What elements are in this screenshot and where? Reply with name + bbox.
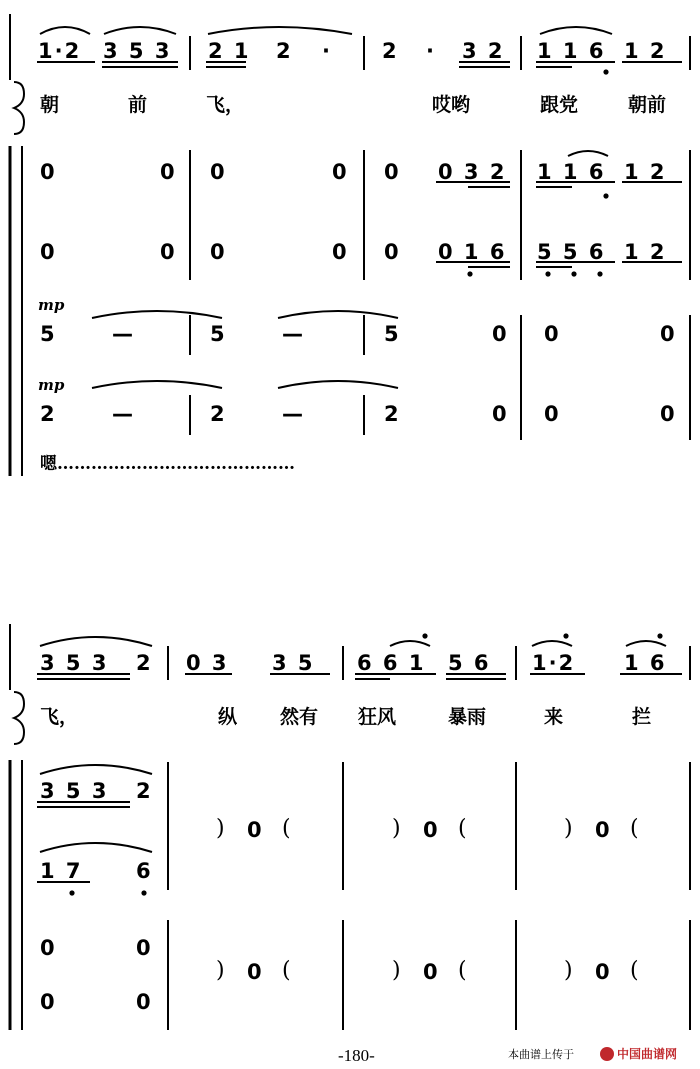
s1-h2-8: 0	[660, 402, 677, 426]
s2-lyric-1: 飞，	[40, 706, 79, 728]
s1-h2-1: 2	[40, 402, 57, 426]
s1-c1-2: 0	[160, 160, 177, 184]
s1-melody-1: 1·2	[38, 39, 82, 63]
s2-melody-2: 2	[136, 651, 153, 675]
s1-h1-2: —	[112, 322, 135, 346]
s2-c2-rest-close-2: (	[458, 958, 467, 983]
s2-c2-1: 0	[40, 936, 57, 960]
s2-c1-1: 3 5 3	[40, 779, 109, 803]
s1-c2-7: 5 5 6	[537, 240, 606, 264]
s2-lyric-6: 来	[544, 706, 564, 728]
s2-c1-rest-close-1: (	[282, 816, 291, 841]
s1-h2-6: 0	[492, 402, 509, 426]
s1-lyric-3: 飞，	[206, 94, 245, 116]
s2-c2-rest-open-3: )	[564, 958, 573, 983]
s1-melody-3: 2 1	[208, 39, 251, 63]
s1-h1-7: 0	[544, 322, 561, 346]
s2-c1b-2: 6	[136, 859, 153, 883]
s2-lyric-2: 纵	[218, 706, 238, 728]
s1-h1-4: —	[282, 322, 305, 346]
s2-c1-rest-close-3: (	[630, 816, 639, 841]
s2-melody-8: 1 6	[624, 651, 667, 675]
s1-melody-4: 2	[276, 39, 293, 63]
s1-melody-7: ·	[426, 39, 436, 63]
s2-lyric-3: 然有	[280, 706, 319, 728]
s2-c2-rest-open-2: )	[392, 958, 401, 983]
s1-lyric-5: 跟党	[540, 94, 579, 116]
s1-c1-8: 1 2	[624, 160, 667, 184]
s2-melody-4: 3 5	[272, 651, 315, 675]
s1-melody-2: 3 5 3	[103, 39, 172, 63]
s2-c2-rest-open-1: )	[216, 958, 225, 983]
s2-c2b-1: 0	[40, 990, 57, 1014]
s2-c1-rest-close-2: (	[458, 816, 467, 841]
s1-c1-5: 0	[384, 160, 401, 184]
site-logo-icon	[600, 1047, 614, 1061]
s2-c2-rest-3: 0	[595, 960, 612, 984]
s2-melody-6: 5 6	[448, 651, 491, 675]
s2-c1b-1: 1 7	[40, 859, 83, 883]
s1-lyric-4: 哎哟	[432, 94, 471, 116]
s2-c1-rest-3: 0	[595, 818, 612, 842]
s2-lyric-5: 暴雨	[448, 706, 487, 728]
s1-lyric-2: 前	[128, 94, 148, 116]
s2-c1-rest-open-1: )	[216, 816, 225, 841]
s2-melody-5: 6 6 1	[357, 651, 426, 675]
s2-c1-rest-2: 0	[423, 818, 440, 842]
s1-lyric-1: 朝	[40, 94, 60, 116]
s1-h1-1: 5	[40, 322, 57, 346]
s1-c1-3: 0	[210, 160, 227, 184]
upload-credit: 本曲谱上传于	[508, 1048, 574, 1061]
s1-c2-4: 0	[332, 240, 349, 264]
s2-c1-rest-1: 0	[247, 818, 264, 842]
s1-h2-dynamic: mp	[38, 376, 65, 394]
site-brand[interactable]: 中国曲谱网	[617, 1047, 678, 1061]
s1-h1-6: 0	[492, 322, 509, 346]
s1-c1-1: 0	[40, 160, 57, 184]
s1-h2-5: 2	[384, 402, 401, 426]
s1-melody-9: 1 1 6	[537, 39, 606, 63]
s1-melody-5: ·	[322, 39, 332, 63]
s2-c1-rest-open-2: )	[392, 816, 401, 841]
s1-c2-1: 0	[40, 240, 57, 264]
s1-c2-5: 0	[384, 240, 401, 264]
s1-h2-3: 2	[210, 402, 227, 426]
s1-h2-7: 0	[544, 402, 561, 426]
s2-lyric-4: 狂风	[358, 706, 397, 728]
s2-c1-2: 2	[136, 779, 153, 803]
s2-c2-rest-close-3: (	[630, 958, 639, 983]
s2-melody-7: 1·2	[532, 651, 576, 675]
s1-c2-6: 0 1 6	[438, 240, 507, 264]
s1-h1-3: 5	[210, 322, 227, 346]
s2-c2-2: 0	[136, 936, 153, 960]
s1-c2-8: 1 2	[624, 240, 667, 264]
s2-melody-3: 0 3	[186, 651, 229, 675]
s1-c1-4: 0	[332, 160, 349, 184]
s2-c1-rest-open-3: )	[564, 816, 573, 841]
s1-h1-8: 0	[660, 322, 677, 346]
s2-c2b-2: 0	[136, 990, 153, 1014]
s2-c2-rest-2: 0	[423, 960, 440, 984]
s2-c2-rest-close-1: (	[282, 958, 291, 983]
s2-lyric-7: 拦	[632, 706, 652, 728]
s1-h2-4: —	[282, 402, 305, 426]
s2-melody-1: 3 5 3	[40, 651, 109, 675]
s1-h1-5: 5	[384, 322, 401, 346]
s1-h2-2: —	[112, 402, 135, 426]
s1-c1-7: 1 1 6	[537, 160, 606, 184]
s1-c2-2: 0	[160, 240, 177, 264]
s1-melody-10: 1 2	[624, 39, 667, 63]
s1-c1-6: 0 3 2	[438, 160, 507, 184]
s1-melody-8: 3 2	[462, 39, 505, 63]
s1-melody-6: 2	[382, 39, 399, 63]
s1-lyric-6: 朝前	[628, 94, 667, 116]
s1-h1-dynamic: mp	[38, 296, 65, 314]
s1-hum-syllable: 嗯……………………………………	[40, 454, 295, 474]
s2-c2-rest-1: 0	[247, 960, 264, 984]
s1-c2-3: 0	[210, 240, 227, 264]
page-number: -180-	[338, 1046, 375, 1065]
